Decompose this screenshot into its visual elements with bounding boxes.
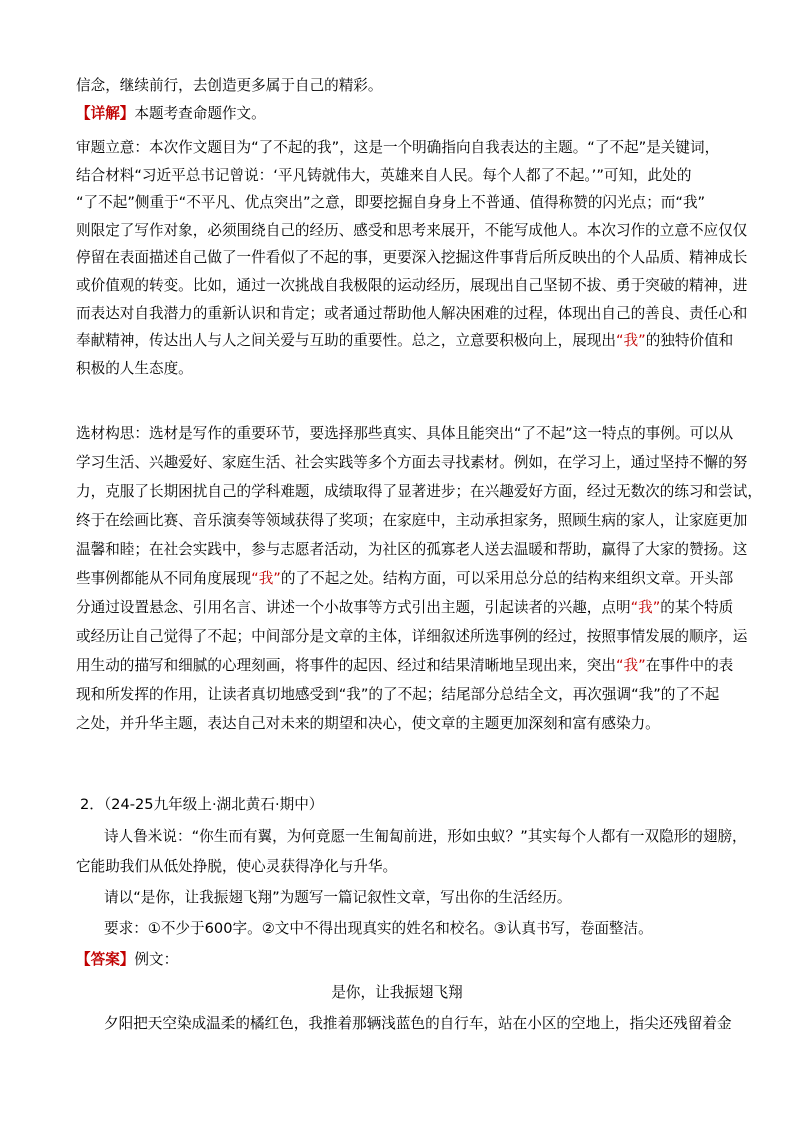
text-segment: 而表达对自我潜力的重新认识和肯定；或者通过帮助他人解决困难的过程，体现出自己的善良、责任心和 [76,304,748,322]
shenti-line [76,137,726,159]
text-segment: 或经历让自己觉得了不起；中间部分是文章的主体，详细叙述所选事例的经过，按照事情发展的顺序，运 [76,628,748,645]
detail-tag: 【详解】 [76,105,135,122]
shenti-line [76,303,748,325]
highlight-wo: “我” [630,599,661,616]
highlight-wo: “我” [251,570,281,587]
answer-heading [76,949,726,971]
text-segment: 在事件中的表 [645,657,734,674]
xuancai-line [76,684,726,706]
text-segment: 力，克服了长期困扰自己的学科难题，成绩取得了显著进步；在兴趣爱好方面，经过无数次的练习和尝试， [76,483,762,500]
detail-text: 本题考查命题作文。 [134,105,266,122]
essay-line-1: 夕阳把天空染成温柔的橘红色，我推着那辆浅蓝色的自行车，站在小区的空地上，指尖还残留着金 [104,1015,732,1032]
shenti-line [76,192,726,214]
answer-text: 例文： [134,951,179,968]
text-segment: 学习生活、兴趣爱好、家庭生活、社会实践等多个方面去寻找素材。例如，在学习上，通过坚持不懈的努 [76,454,748,471]
shenti-line [76,330,734,352]
question-2-prompt: 请以“是你，让我振翅飞翔”为题写一篇记叙性文章，写出你的生活经历。 [104,889,572,906]
paragraph-continuation: 信念，继续前行，去创造更多属于自己的精彩。 [76,77,383,94]
xuancai-line [76,713,726,735]
text-segment: 选材构思：选材是写作的重要环节，要选择那些真实、具体且能突出“了不起”这一特点的事例。可以从 [76,425,734,442]
highlight-wo: “我” [615,657,646,674]
text-segment: 用生动的描写和细腻的心理刻画，将事件的起因、经过和结果清晰地呈现出来，突出 [76,657,616,674]
question-2-heading: 2．（24-25九年级上·湖北黄石·期中） [80,796,324,813]
text-segment: 结合材料“习近平总书记曾说：‘平凡铸就伟大，英雄来自人民。每个人都了不起。’”可知，此处的 [76,166,692,184]
shenti-line [76,275,748,297]
text-segment: 则限定了写作对象，必须围绕自己的经历、感受和思考来展开，不能写成他人。本次习作的立意不应仅仅 [76,221,748,239]
xuancai-line [76,655,734,677]
shenti-line [76,247,748,269]
text-segment: 现和所发挥的作用，让读者真切地感受到“我”的了不起；结尾部分总结全文，再次强调“我”的了不起 [76,686,720,703]
text-segment: 的某个特质 [660,599,734,616]
text-segment: 温馨和睦；在社会实践中，参与志愿者活动，为社区的孤寡老人送去温暖和帮助，赢得了大家的赞扬。这 [76,541,748,558]
shenti-line [76,220,748,242]
text-segment: 奉献精神，传达出人与人之间关爱与互助的重要性。总之，立意要积极向上，展现出 [76,332,616,350]
text-segment: 的独特价值和 [645,332,734,350]
highlight-wo: “我” [615,332,646,350]
question-2-requirements: 要求：①不少于600字。②文中不得出现真实的姓名和校名。③认真书写，卷面整洁。 [104,920,653,937]
text-segment: 的了不起之处。结构方面，可以采用总分总的结构来组织文章。开头部 [280,570,734,587]
xuancai-line [76,539,748,561]
xuancai-line [76,568,734,590]
xuancai-line [76,626,748,648]
text-segment: 些事例都能从不同角度展现 [76,570,252,587]
detail-heading [76,103,726,125]
question-2-line-1: 诗人鲁米说：“你生而有翼，为何竟愿一生匍匐前进，形如虫蚁？”其实每个人都有一双隐形的翅膀， [104,828,747,845]
xuancai-line [76,481,762,503]
text-segment: 停留在表面描述自己做了一件看似了不起的事，更要深入挖掘这件事背后所反映出的个人品质、精神成长 [76,249,748,267]
xuancai-line [76,423,734,445]
text-segment: 或价值观的转变。比如，通过一次挑战自我极限的运动经历，展现出自己坚韧不拔、勇于突破的精神，进 [76,277,748,294]
text-segment: 分通过设置悬念、引用名言、讲述一个小故事等方式引出主题，引起读者的兴趣，点明 [76,599,631,616]
xuancai-line [76,452,748,474]
question-2-line-2: 它能助我们从低处挣脱，使心灵获得净化与升华。 [76,858,398,875]
essay-title: 是你，让我振翅飞翔 [331,984,463,1001]
xuancai-line [76,510,748,532]
text-segment: 之处，并升华主题，表达自己对未来的期望和决心，使文章的主题更加深刻和富有感染力。 [76,715,660,732]
text-segment: “了不起”侧重于“不平凡、优点突出”之意，即要挖掘自身身上不普通、值得称赞的闪光点；而“我” [76,194,706,212]
text-segment: 终于在绘画比赛、音乐演奏等领域获得了奖项；在家庭中，主动承担家务，照顾生病的家人，让家庭更加 [76,512,748,529]
text-segment: 审题立意：本次作文题目为“了不起的我”，这是一个明确指向自我表达的主题。“了不起”是关键词， [76,139,720,156]
shenti-line [76,165,726,187]
text-segment: 积极的人生态度。 [76,359,193,377]
answer-tag: 【答案】 [76,951,135,968]
xuancai-line [76,597,734,619]
shenti-line [76,358,726,380]
